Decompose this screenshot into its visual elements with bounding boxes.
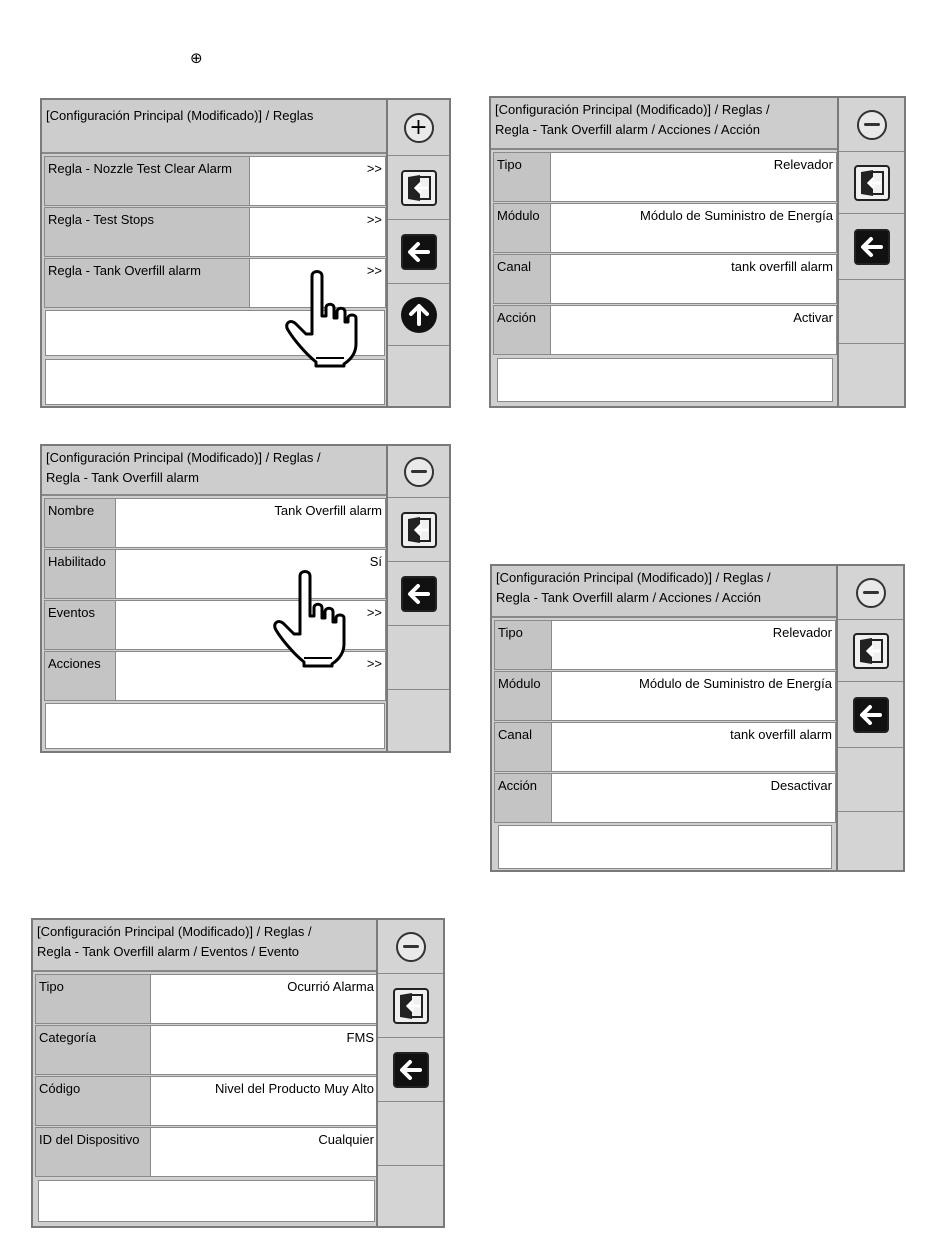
field-row-accion[interactable] [494, 773, 836, 823]
field-row-accion[interactable] [493, 305, 837, 355]
exit-icon [401, 512, 437, 548]
back-button[interactable] [388, 220, 449, 284]
empty-row [45, 703, 385, 749]
field-label: Módulo [495, 672, 551, 720]
exit-button[interactable] [388, 156, 449, 220]
field-value[interactable]: Sí [115, 550, 385, 598]
field-row-acciones[interactable] [44, 651, 386, 701]
field-label: Categoría [36, 1026, 150, 1074]
field-value[interactable]: Relevador [550, 153, 836, 201]
field-row-categoria[interactable] [35, 1025, 378, 1075]
minus-icon [856, 578, 886, 608]
up-arrow-icon [401, 297, 437, 333]
field-label: Acciones [45, 652, 115, 700]
blank-button [388, 346, 449, 406]
field-value[interactable]: Relevador [551, 621, 835, 669]
sidebar [386, 446, 449, 751]
exit-button[interactable] [378, 974, 443, 1038]
rule-expand-indicator[interactable]: >> [249, 259, 385, 307]
field-value[interactable]: Nivel del Producto Muy Alto [150, 1077, 377, 1125]
field-value[interactable]: Módulo de Suministro de Energía [550, 204, 836, 252]
field-value[interactable]: Módulo de Suministro de Energía [551, 672, 835, 720]
rule-expand-indicator[interactable]: >> [249, 157, 385, 205]
rule-row-tank-overfill[interactable] [44, 258, 386, 308]
field-row-canal[interactable] [493, 254, 837, 304]
blank-button [388, 690, 449, 751]
blank-button [839, 280, 904, 344]
back-arrow-icon [393, 1052, 429, 1088]
exit-icon [401, 170, 437, 206]
back-arrow-icon [401, 576, 437, 612]
field-value[interactable]: >> [115, 652, 385, 700]
collapse-button[interactable] [839, 98, 904, 152]
field-value[interactable]: Desactivar [551, 774, 835, 822]
minus-icon [857, 110, 887, 140]
header-line-2: Regla - Tank Overfill alarm / Acciones / Acción [495, 122, 760, 137]
rule-expand-indicator[interactable]: >> [249, 208, 385, 256]
field-row-tipo[interactable] [35, 974, 378, 1024]
field-label: ID del Dispositivo [36, 1128, 150, 1176]
event-header [33, 920, 380, 972]
field-row-modulo[interactable] [493, 203, 837, 253]
empty-row [498, 825, 832, 869]
rule-label: Regla - Nozzle Test Clear Alarm [45, 157, 249, 205]
collapse-button[interactable] [838, 566, 903, 620]
field-value[interactable]: Tank Overfill alarm [115, 499, 385, 547]
exit-button[interactable] [838, 620, 903, 682]
exit-icon [853, 633, 889, 669]
exit-icon [393, 988, 429, 1024]
back-button[interactable] [388, 562, 449, 626]
header-line-2: Regla - Tank Overfill alarm / Eventos / Evento [37, 944, 300, 959]
action-deactivate-panel [490, 564, 905, 872]
header-line-1: [Configuración Principal (Modificado)] / Reglas / [496, 570, 771, 585]
rule-detail-header [42, 446, 388, 496]
field-value[interactable]: tank overfill alarm [551, 723, 835, 771]
field-value[interactable]: FMS [150, 1026, 377, 1074]
exit-icon [854, 165, 890, 201]
blank-button [838, 748, 903, 812]
field-label: Canal [494, 255, 550, 303]
sidebar [376, 920, 443, 1226]
field-label: Eventos [45, 601, 115, 649]
field-label: Tipo [495, 621, 551, 669]
field-row-canal[interactable] [494, 722, 836, 772]
field-value[interactable]: >> [115, 601, 385, 649]
field-row-modulo[interactable] [494, 671, 836, 721]
field-row-tipo[interactable] [493, 152, 837, 202]
empty-row [45, 359, 385, 405]
action-header [492, 566, 838, 618]
header-line-2: Regla - Tank Overfill alarm [46, 470, 199, 485]
field-label: Tipo [494, 153, 550, 201]
field-label: Módulo [494, 204, 550, 252]
action-activate-panel [489, 96, 906, 408]
header-line-1: [Configuración Principal (Modificado)] / Reglas / [37, 924, 312, 939]
field-row-codigo[interactable] [35, 1076, 378, 1126]
blank-button [388, 626, 449, 690]
field-label: Canal [495, 723, 551, 771]
exit-button[interactable] [388, 498, 449, 562]
field-label: Acción [494, 306, 550, 354]
rule-row-nozzle[interactable] [44, 156, 386, 206]
field-value[interactable]: Cualquier [150, 1128, 377, 1176]
back-arrow-icon [853, 697, 889, 733]
rule-detail-panel [40, 444, 451, 753]
minus-icon [404, 457, 434, 487]
back-arrow-icon [401, 234, 437, 270]
up-button[interactable] [388, 284, 449, 346]
sidebar [836, 566, 903, 870]
empty-row [45, 310, 385, 356]
field-row-eventos[interactable] [44, 600, 386, 650]
add-button[interactable] [388, 100, 449, 156]
header-line-1: [Configuración Principal (Modificado)] / Reglas [46, 108, 314, 123]
blank-button [378, 1166, 443, 1226]
field-label: Nombre [45, 499, 115, 547]
rule-label: Regla - Test Stops [45, 208, 249, 256]
crosshair-marker-icon: ⊕ [190, 49, 203, 67]
field-label: Habilitado [45, 550, 115, 598]
rule-label: Regla - Tank Overfill alarm [45, 259, 249, 307]
rules-header [42, 100, 388, 154]
action-header [491, 98, 839, 150]
back-button[interactable] [839, 214, 904, 280]
field-row-tipo[interactable] [494, 620, 836, 670]
field-label: Tipo [36, 975, 150, 1023]
back-button[interactable] [378, 1038, 443, 1102]
blank-button [838, 812, 903, 870]
header-line-1: [Configuración Principal (Modificado)] / Reglas / [495, 102, 770, 117]
empty-row [38, 1180, 375, 1222]
header-line-2: Regla - Tank Overfill alarm / Acciones / Acción [496, 590, 761, 605]
rules-panel [40, 98, 451, 408]
field-row-id-dispositivo[interactable] [35, 1127, 378, 1177]
blank-button [378, 1102, 443, 1166]
field-row-habilitado[interactable] [44, 549, 386, 599]
exit-button[interactable] [839, 152, 904, 214]
collapse-button[interactable] [388, 446, 449, 498]
event-panel [31, 918, 445, 1228]
sidebar [837, 98, 904, 406]
collapse-button[interactable] [378, 920, 443, 974]
field-value[interactable]: Ocurrió Alarma [150, 975, 377, 1023]
back-button[interactable] [838, 682, 903, 748]
field-value[interactable]: tank overfill alarm [550, 255, 836, 303]
sidebar [386, 100, 449, 406]
plus-icon: + [404, 113, 434, 143]
field-label: Acción [495, 774, 551, 822]
field-label: Código [36, 1077, 150, 1125]
blank-button [839, 344, 904, 406]
rule-row-test-stops[interactable] [44, 207, 386, 257]
field-row-nombre[interactable] [44, 498, 386, 548]
empty-row [497, 358, 833, 402]
header-line-1: [Configuración Principal (Modificado)] / Reglas / [46, 450, 321, 465]
field-value[interactable]: Activar [550, 306, 836, 354]
minus-icon [396, 932, 426, 962]
back-arrow-icon [854, 229, 890, 265]
